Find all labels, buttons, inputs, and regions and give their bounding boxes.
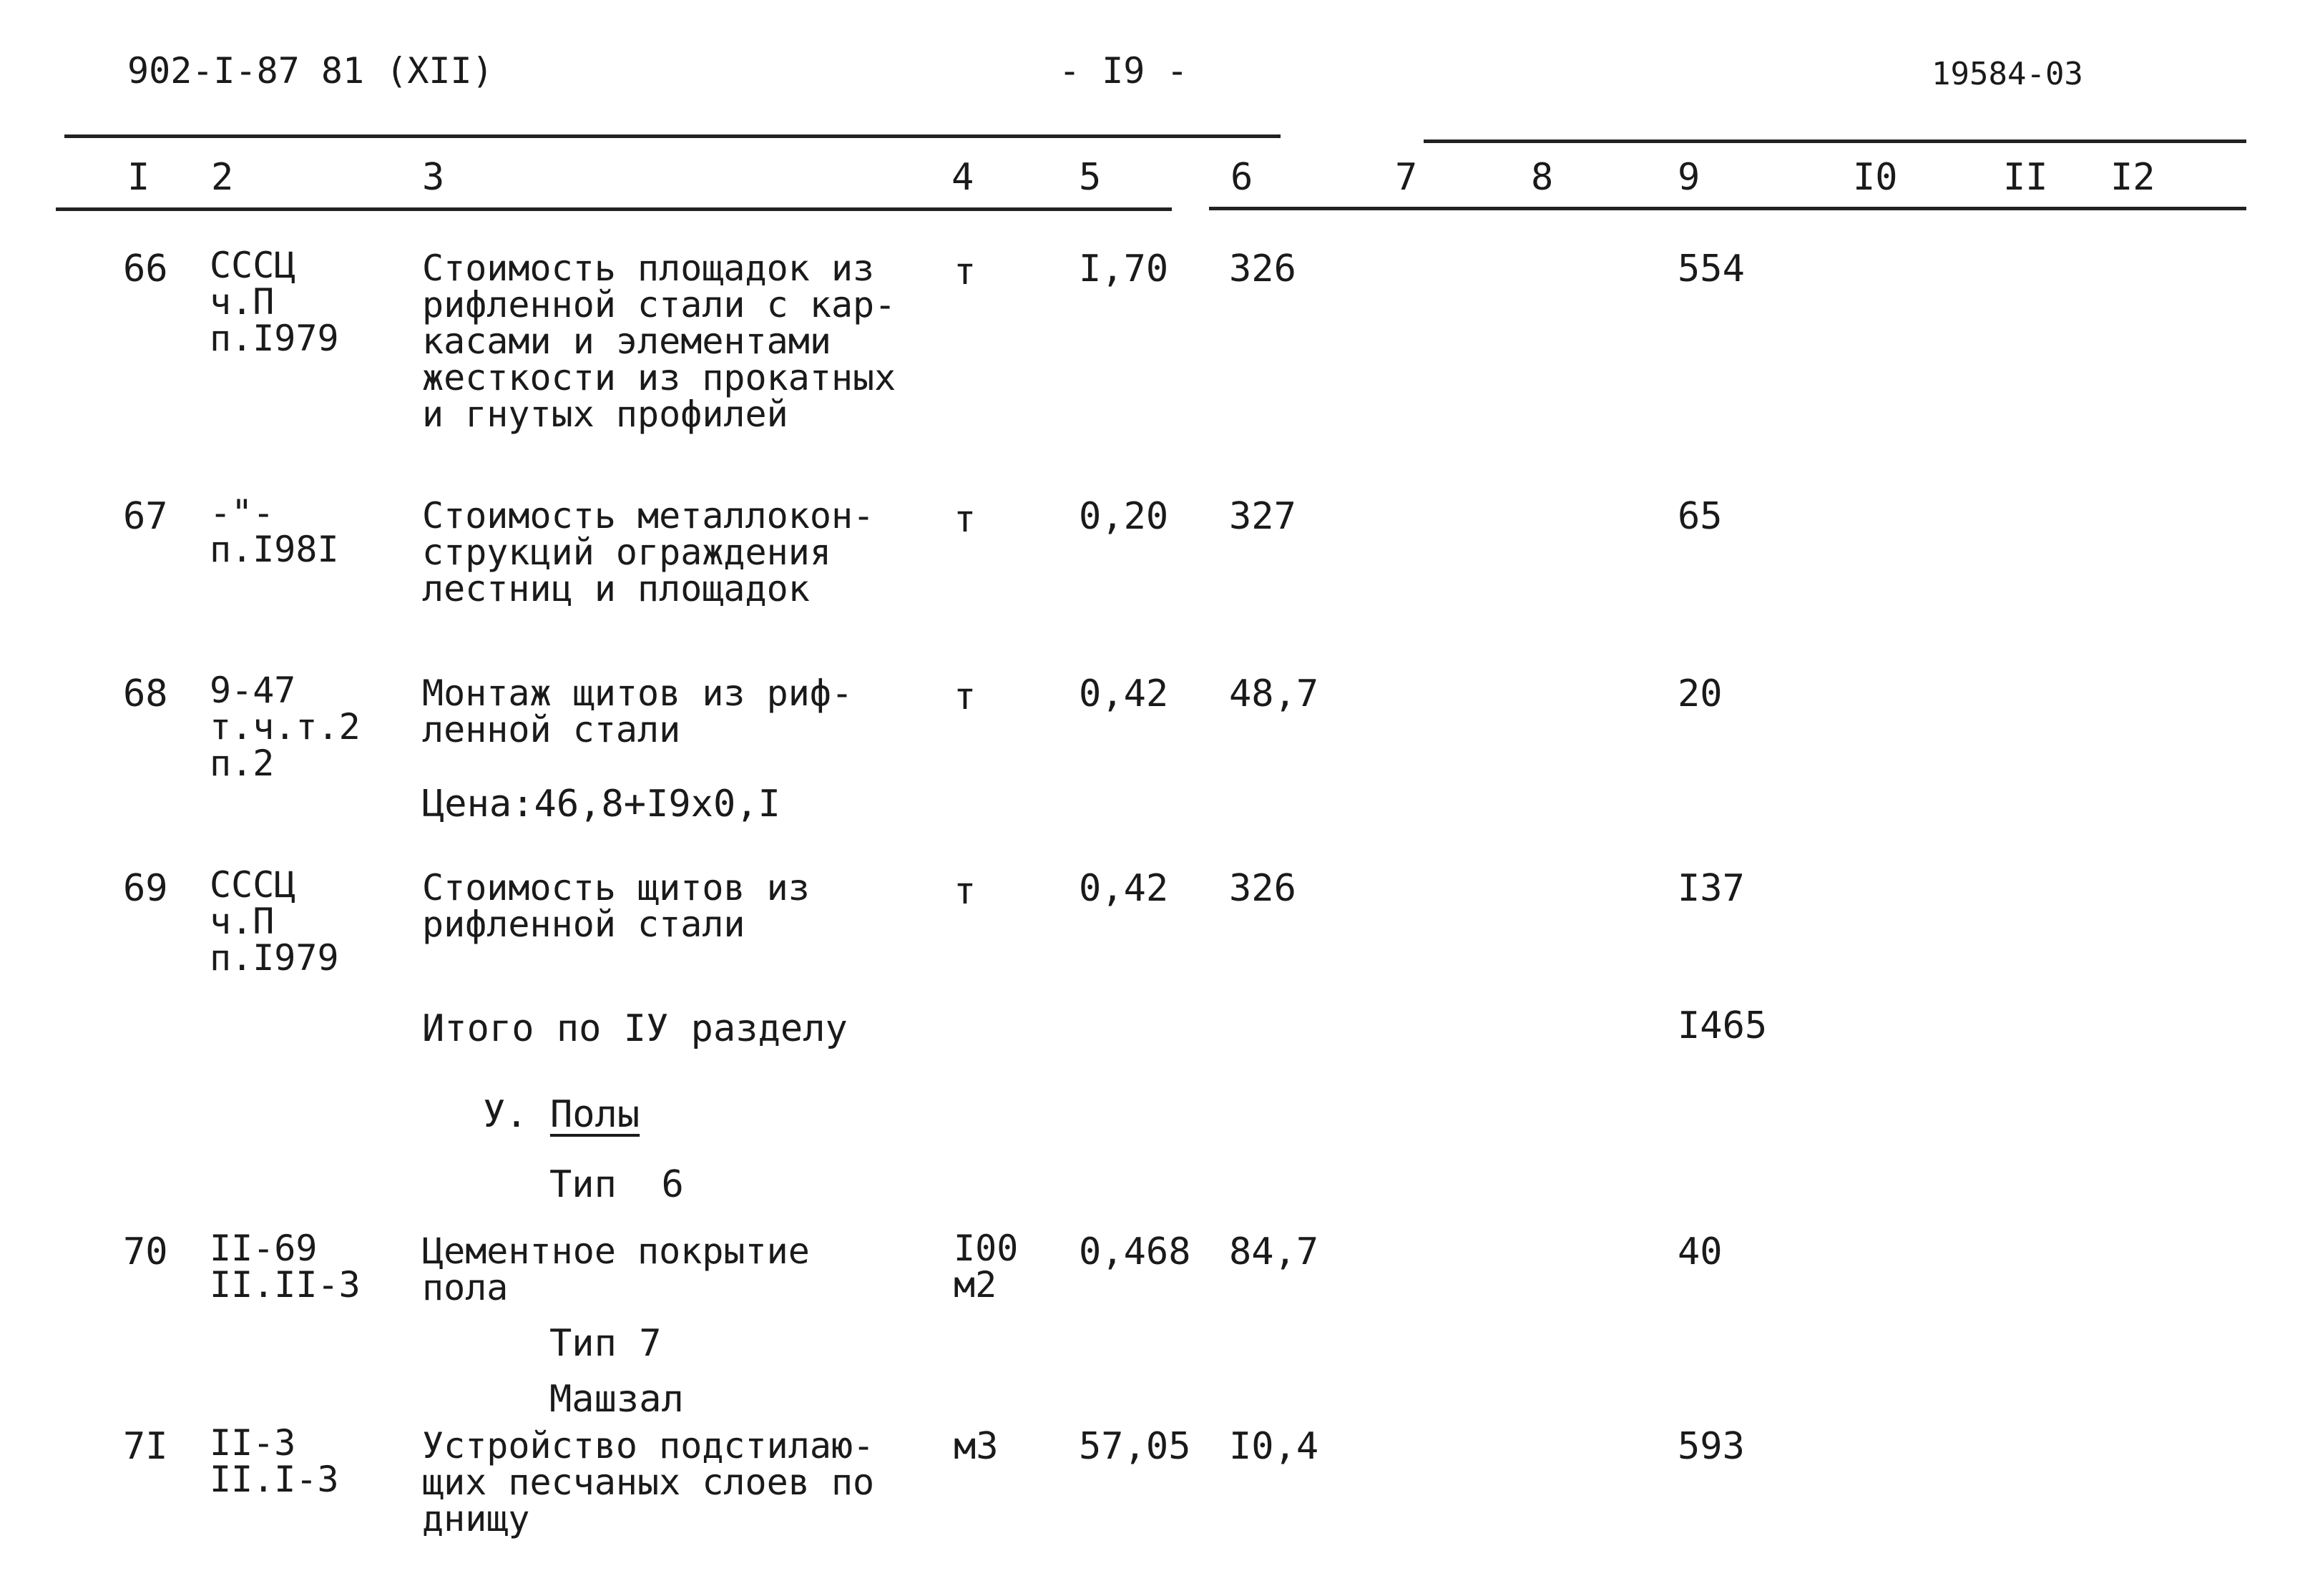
row-total: 20 bbox=[1678, 672, 1723, 715]
row-number: 69 bbox=[123, 867, 168, 910]
row-unit: т bbox=[954, 675, 977, 718]
column-number: 4 bbox=[951, 156, 974, 199]
column-number: 6 bbox=[1230, 156, 1253, 199]
column-number: 5 bbox=[1079, 156, 1102, 199]
row-total: 65 bbox=[1678, 495, 1723, 538]
column-number: I0 bbox=[1853, 156, 1898, 199]
row-description: Стоимость щитов из рифленной стали bbox=[422, 867, 810, 945]
row-unit-price: 326 bbox=[1229, 867, 1296, 910]
subtotal-label: Итого по IУ разделу bbox=[422, 1007, 848, 1050]
row-description: Устройство подстилаю- щих песчаных слоев по днищу bbox=[422, 1425, 875, 1539]
row-quantity: 0,468 bbox=[1079, 1230, 1191, 1273]
row-total: 40 bbox=[1678, 1230, 1723, 1273]
page-number: - I9 - bbox=[1059, 50, 1188, 92]
row-number: 67 bbox=[123, 495, 168, 538]
header-top-rule bbox=[64, 134, 1281, 138]
section-heading bbox=[483, 1093, 640, 1136]
row-quantity: 0,42 bbox=[1079, 867, 1169, 910]
row-description: Стоимость площадок из рифленной стали с кар- касами и элементами жесткости из прокатных и гнутых профилей bbox=[422, 248, 896, 435]
header-bottom-rule-right bbox=[1209, 207, 2246, 210]
row-unit: т bbox=[954, 498, 977, 541]
column-number: 2 bbox=[211, 156, 234, 199]
row-code: СССЦ ч.П п.I979 bbox=[210, 864, 339, 979]
row-unit-price: 48,7 bbox=[1229, 672, 1319, 715]
row-total: I37 bbox=[1678, 867, 1745, 910]
subtotal-value: I465 bbox=[1678, 1004, 1768, 1047]
column-number: II bbox=[2003, 156, 2048, 199]
row-description: Цементное покрытие пола bbox=[422, 1230, 810, 1308]
row-code: 9-47 т.ч.т.2 п.2 bbox=[210, 670, 361, 784]
column-number: I bbox=[127, 156, 150, 199]
row-quantity: 0,20 bbox=[1079, 495, 1169, 538]
row-price-note: Цена:46,8+I9x0,I bbox=[422, 783, 780, 826]
row-unit-price: 84,7 bbox=[1229, 1230, 1319, 1273]
row-unit: м3 bbox=[954, 1425, 999, 1468]
row-code: -"- п.I98I bbox=[210, 492, 339, 570]
column-number: 3 bbox=[422, 156, 445, 199]
floor-type-label: Тип 7 bbox=[549, 1322, 662, 1365]
section-numeral: У. bbox=[483, 1093, 528, 1136]
row-quantity: 0,42 bbox=[1079, 672, 1169, 715]
room-label: Машзал bbox=[549, 1378, 684, 1421]
row-unit-price: I0,4 bbox=[1229, 1425, 1319, 1468]
row-number: 68 bbox=[123, 672, 168, 715]
row-quantity: 57,05 bbox=[1079, 1425, 1191, 1468]
row-code: II-69 II.II-3 bbox=[210, 1228, 361, 1306]
section-title: Полы bbox=[549, 1093, 640, 1136]
row-number: 70 bbox=[123, 1230, 168, 1273]
row-number: 66 bbox=[123, 248, 168, 290]
document-code: 902-I-87 81 (XII) bbox=[127, 50, 494, 92]
inventory-number: 19584-03 bbox=[1932, 56, 2083, 92]
row-unit-price: 327 bbox=[1229, 495, 1296, 538]
row-quantity: I,70 bbox=[1079, 248, 1169, 290]
row-code: II-3 II.I-3 bbox=[210, 1422, 339, 1500]
row-unit-price: 326 bbox=[1229, 248, 1296, 290]
column-number: 9 bbox=[1678, 156, 1700, 199]
column-number: 8 bbox=[1531, 156, 1554, 199]
header-bottom-rule bbox=[56, 207, 1172, 211]
row-number: 7I bbox=[123, 1425, 168, 1468]
row-unit: т bbox=[954, 250, 977, 293]
row-total: 554 bbox=[1678, 248, 1745, 290]
row-description: Монтаж щитов из риф- ленной стали bbox=[422, 672, 853, 750]
row-code: СССЦ ч.П п.I979 bbox=[210, 245, 339, 359]
column-number: I2 bbox=[2110, 156, 2155, 199]
row-description: Стоимость металлокон- струкций ограждения лестниц и площадок bbox=[422, 495, 875, 609]
floor-type-label: Тип 6 bbox=[549, 1163, 684, 1206]
row-unit: т bbox=[954, 870, 977, 913]
column-number: 7 bbox=[1395, 156, 1418, 199]
header-top-rule-right bbox=[1424, 139, 2246, 143]
row-total: 593 bbox=[1678, 1425, 1745, 1468]
row-unit: I00 м2 bbox=[954, 1228, 1019, 1306]
